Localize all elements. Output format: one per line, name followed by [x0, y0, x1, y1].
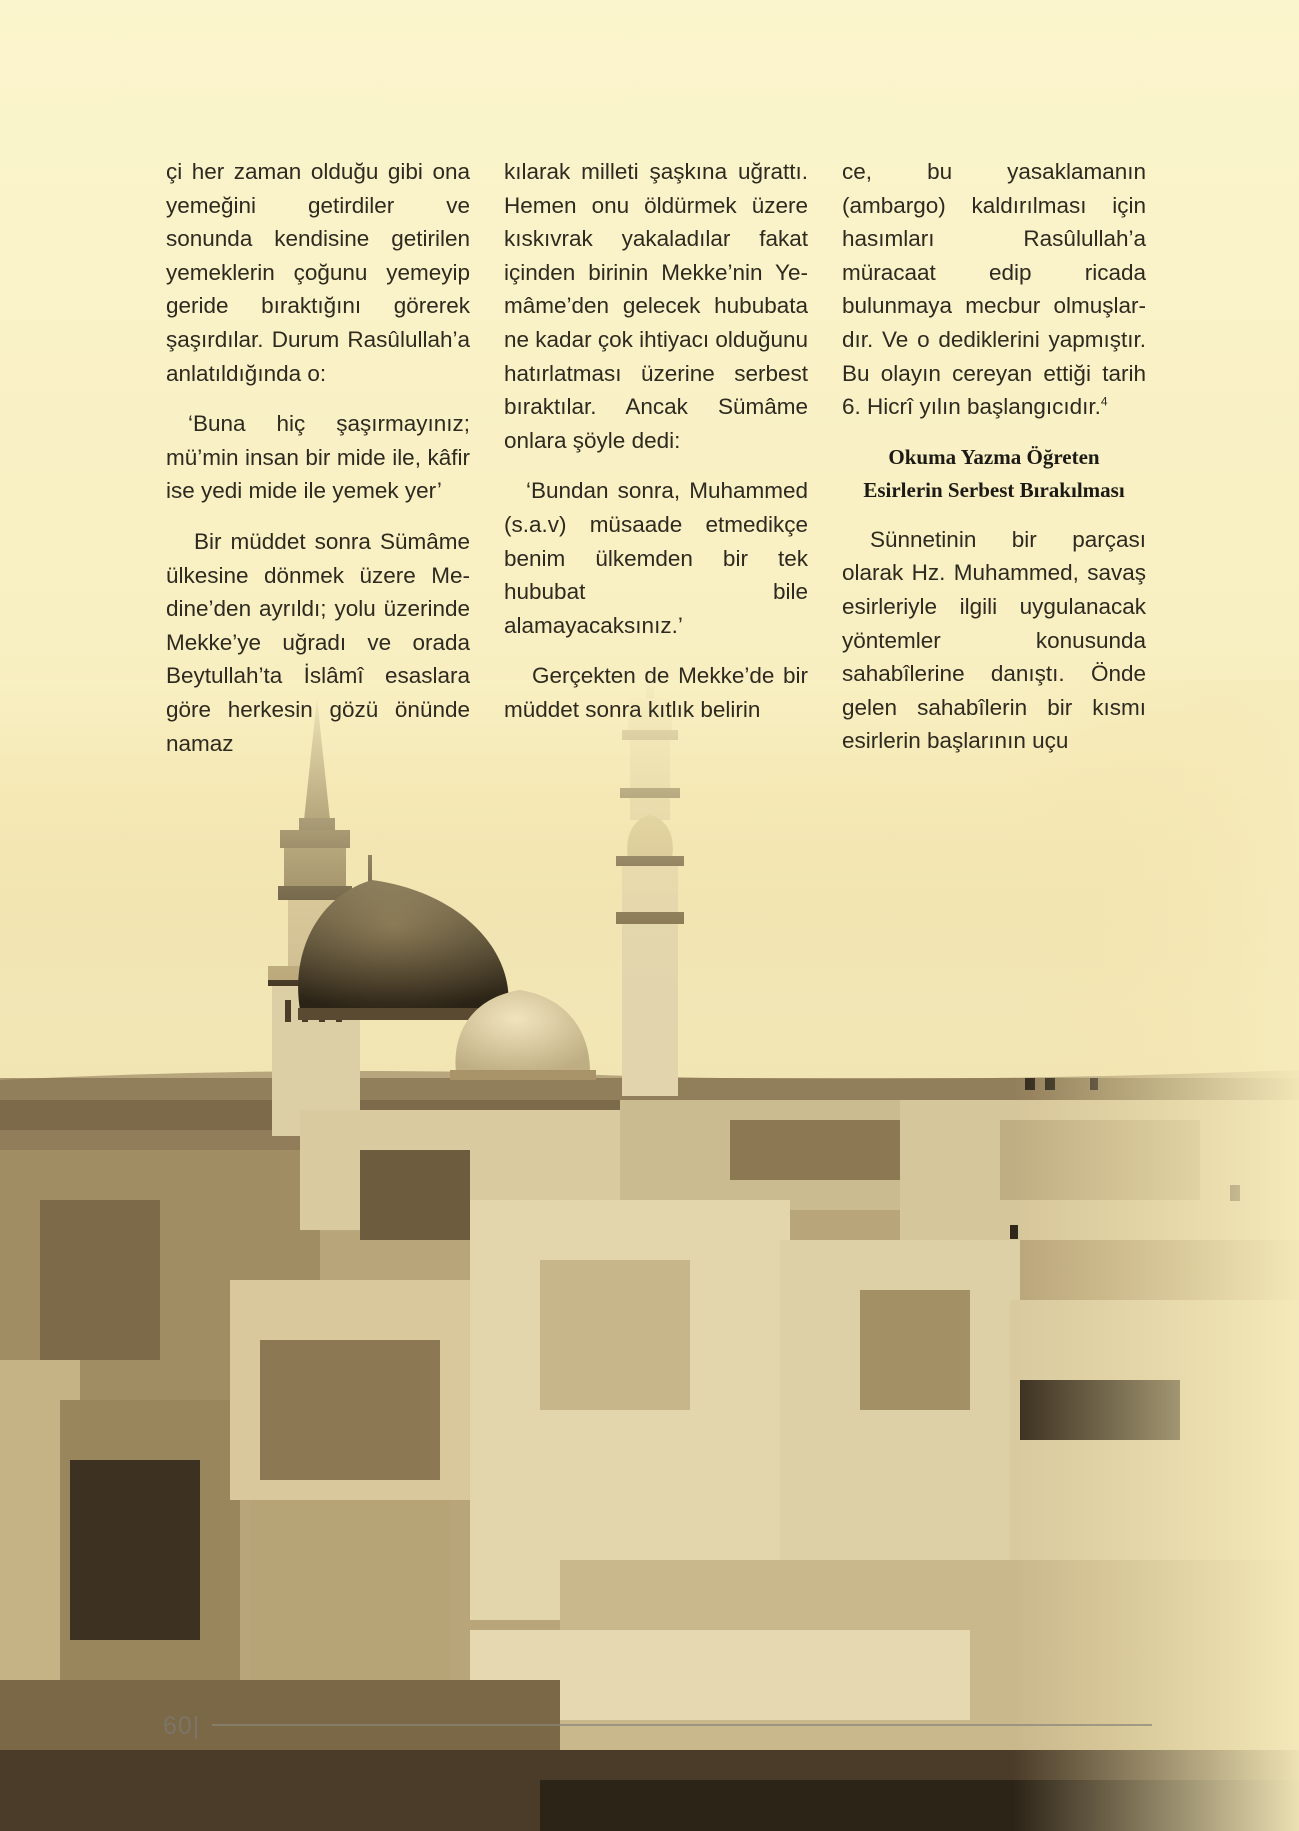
paragraph: Bir müddet sonra Sümâme ülkesine dönmek üzere Medine’den ayrıldı; yolu üzerinde Mekke’ye uğradı ve orada Beytullah’ta İslâmî esaslara göre herkesin gözü önünde namaz [166, 528, 470, 756]
paragraph: kılarak milleti şaşkına uğrattı. Hemen onu öldürmek üzere kıskıvrak yakaladılar fakat içinden birinin Mekke’nin Yemâme’den gelecek hububata ne kadar çok ihtiyacı olduğunu hatırlatması üzerine serbest bıraktılar. Ancak Sümâme onlara şöyle dedi: [504, 159, 808, 453]
section-heading-line-1: Okuma Yazma Öğreten [888, 444, 1100, 469]
text-column-1 [166, 155, 470, 777]
page-number: 60| [163, 1712, 201, 1740]
text-column-3 [842, 155, 1146, 775]
footnote-marker: 4 [1100, 394, 1108, 409]
quote-paragraph: ‘Bundan sonra, Muhammed (s.a.v) müsaade etmedikçe benim ülkemden bir tek hububat bile alamayacaksınız.’ [504, 478, 808, 638]
paragraph [842, 155, 1146, 424]
section-heading-line-2: Esirlerin Serbest Bırakılması [863, 477, 1125, 502]
text-column-2 [504, 155, 808, 744]
paragraph: Gerçekten de Mekke’de bir müddet sonra kıtlık belirin [504, 663, 808, 722]
paragraph-text: ce, bu yasaklamanın (ambargo) kaldırılması için hasımları Rasûlullah’a müracaat edip ricada bulunmaya mecbur olmuşlardır. Ve o dediklerini yapmıştır. Bu olayın cereyan ettiği tarih 6. Hicrî yılın başlangıcıdır. [842, 159, 1146, 420]
footer-rule [212, 1724, 1152, 1726]
paragraph: Sünnetinin bir parçası olarak Hz. Muhammed, savaş esirleriyle ilgili uygulanacak yöntemler konusunda sahabîlerine danıştı. Önde gelen sahabîlerin bir kısmı esirlerin başlarının uçu [842, 526, 1146, 754]
mosque-photograph [0, 680, 1299, 1831]
quote-paragraph: ‘Buna hiç şaşırmayınız; mü’min insan bir mide ile, kâfir ise yedi mide ile yemek yer’ [166, 411, 470, 504]
section-heading [842, 441, 1146, 507]
paragraph: çi her zaman olduğu gibi ona yemeğini getirdiler ve sonunda kendisine getirilen yemeklerin çoğunu yemeyip geride bıraktığını görerek şaşırdılar. Durum Rasûlullah’a anlatıldığında o: [166, 159, 470, 386]
